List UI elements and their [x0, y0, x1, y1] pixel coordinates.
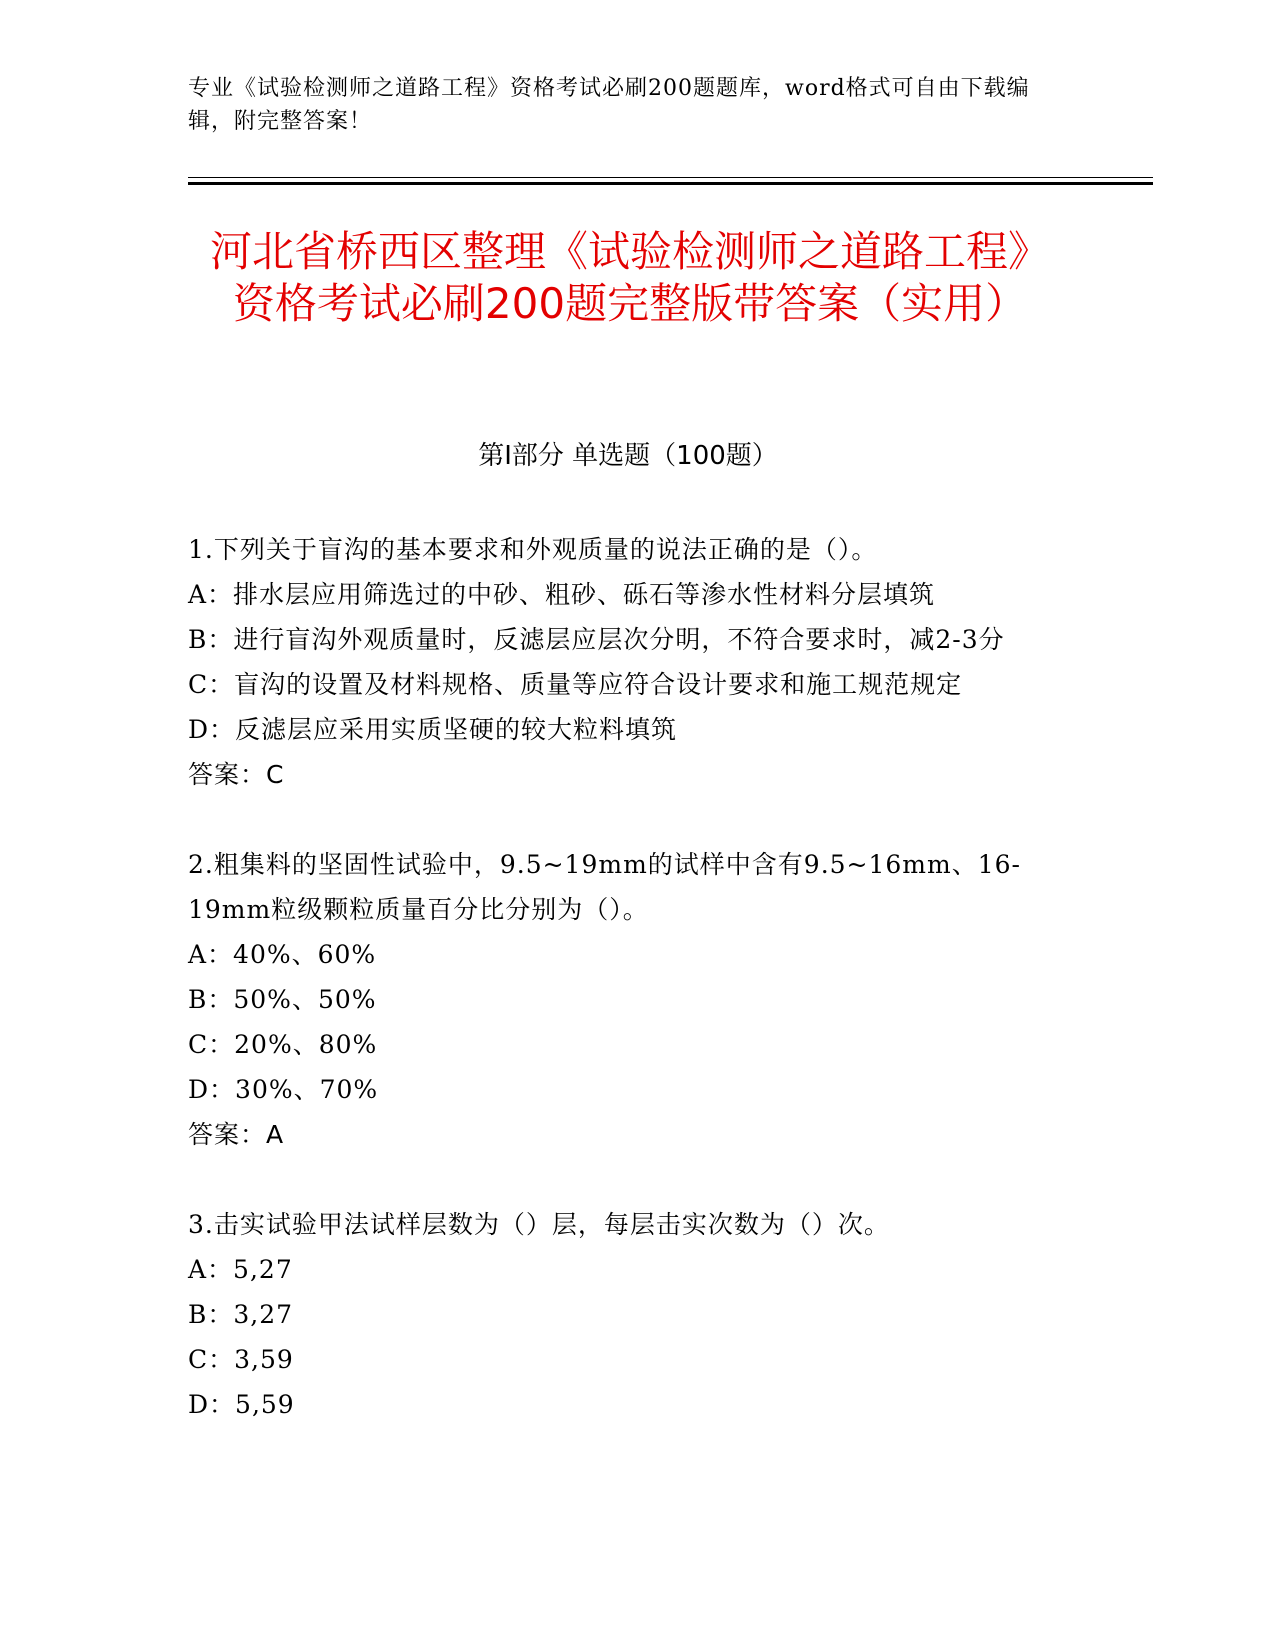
option-a: A：排水层应用筛选过的中砂、粗砂、砾石等渗水性材料分层填筑 — [188, 580, 936, 609]
option-c: C：3,59 — [188, 1345, 294, 1374]
question-1 — [188, 527, 1068, 797]
question-2 — [188, 842, 1068, 1157]
question-stem: 1.下列关于盲沟的基本要求和外观质量的说法正确的是（）。 — [188, 535, 878, 564]
option-d: D：5,59 — [188, 1390, 295, 1419]
header-divider-thin — [188, 177, 1153, 178]
option-a: A：40%、60% — [188, 940, 377, 969]
answer: 答案：C — [188, 760, 285, 789]
question-list — [188, 527, 1068, 1472]
question-stem: 3.击实试验甲法试样层数为（）层，每层击实次数为（）次。 — [188, 1210, 890, 1239]
answer: 答案：A — [188, 1120, 285, 1149]
option-c: C：20%、80% — [188, 1030, 378, 1059]
section-heading: 第I部分 单选题（100题） — [478, 441, 778, 471]
option-b: B：50%、50% — [188, 985, 377, 1014]
option-b: B：进行盲沟外观质量时，反滤层应层次分明，不符合要求时，减2-3分 — [188, 625, 1005, 654]
header-note: 专业《试验检测师之道路工程》资格考试必刷200题题库，word格式可自由下载编辑，附完整答案！ — [188, 76, 1030, 134]
option-d: D：30%、70% — [188, 1075, 379, 1104]
option-d: D：反滤层应采用实质坚硬的较大粒料填筑 — [188, 715, 678, 744]
option-a: A：5,27 — [188, 1255, 293, 1284]
document-title: 河北省桥西区整理《试验检测师之道路工程》资格考试必刷200题完整版带答案（实用） — [209, 227, 1050, 328]
question-stem: 2.粗集料的坚固性试验中，9.5~19mm的试样中含有9.5~16mm、16-19mm粒级颗粒质量百分比分别为（）。 — [188, 850, 1021, 924]
option-c: C：盲沟的设置及材料规格、质量等应符合设计要求和施工规范规定 — [188, 670, 963, 699]
option-b: B：3,27 — [188, 1300, 294, 1329]
question-3 — [188, 1202, 1068, 1427]
header-divider-thick — [188, 182, 1153, 185]
